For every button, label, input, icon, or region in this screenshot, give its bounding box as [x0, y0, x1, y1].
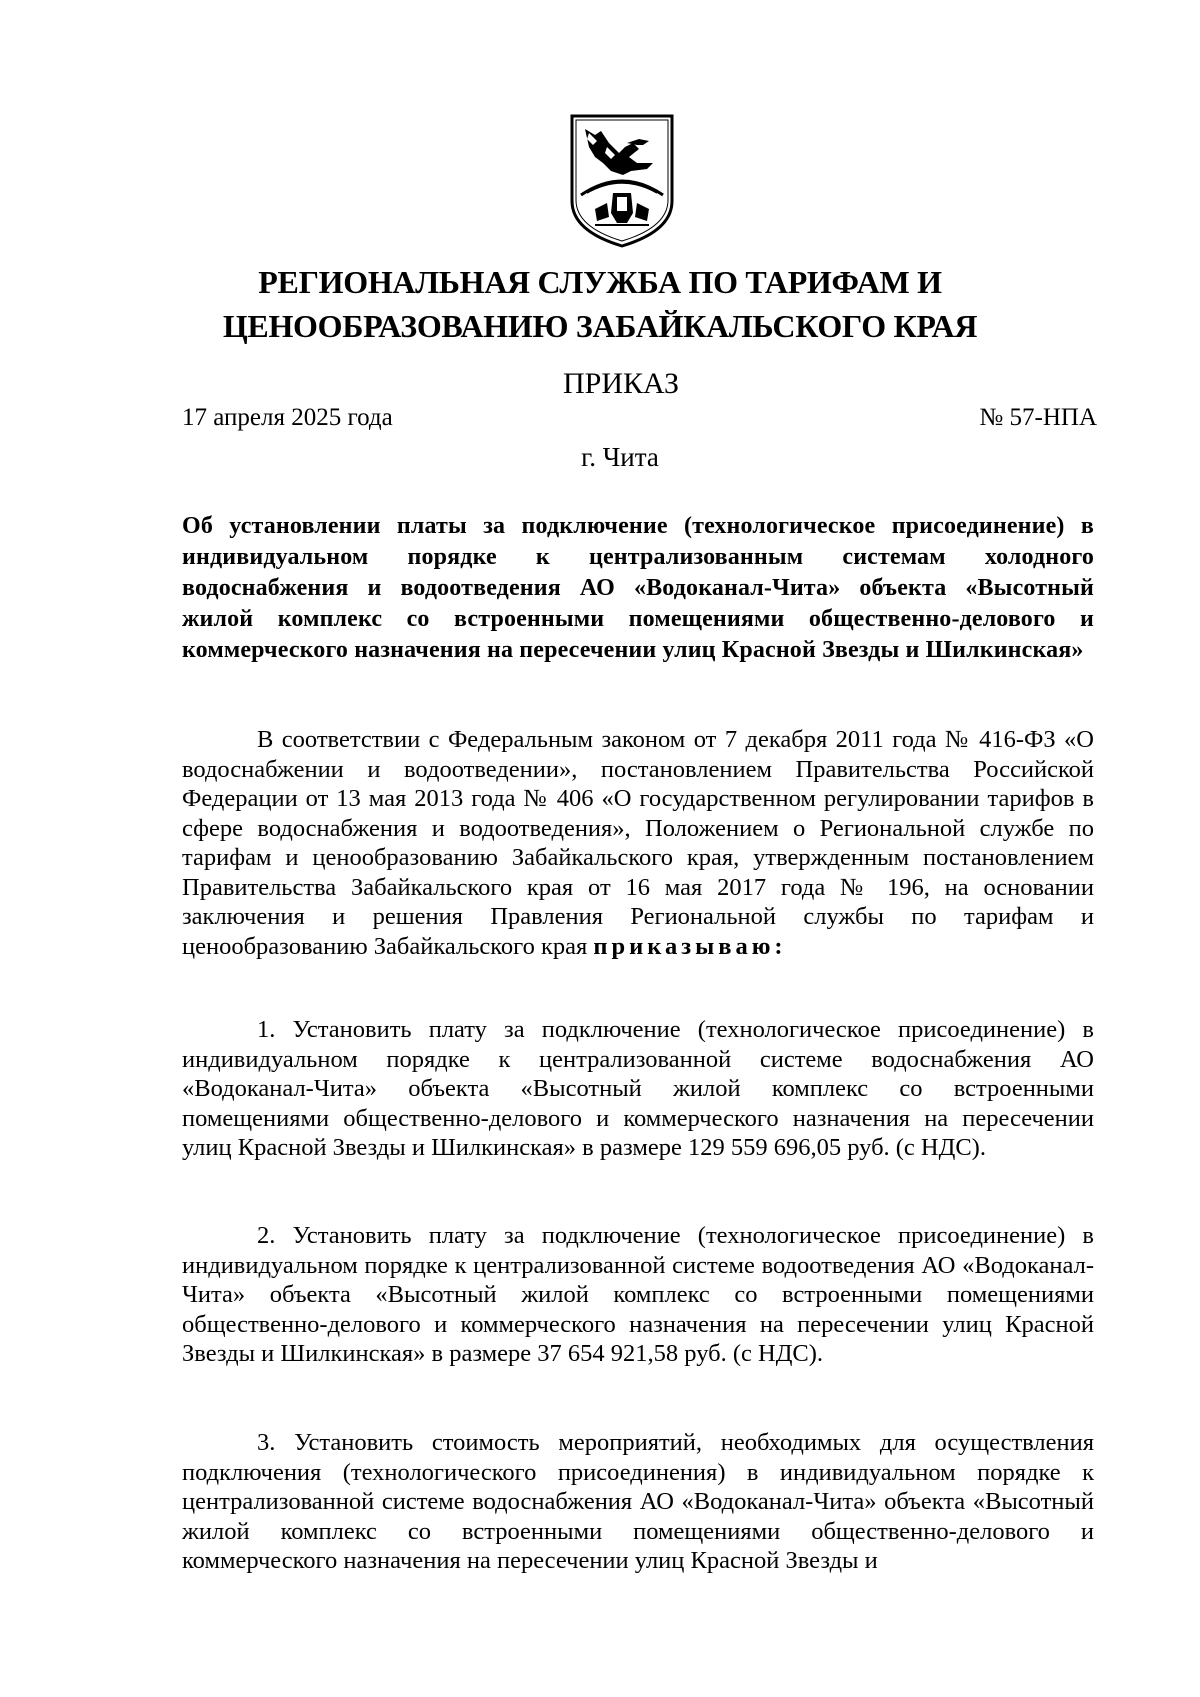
order-item-3: 3. Установить стоимость мероприятий, необходимых для осуществления подключения (технологического присоединения) в индивидуальном порядке к централизованной системе водоснабжения АО «Водоканал-Чита» объекта «Высотный жилой комплекс со встроенными помещениями общественно-делового и коммерческого назначения на пересечении улиц Красной Звезды и [182, 1429, 1094, 1574]
document-date: 17 апреля 2025 года [182, 404, 393, 431]
document-type: ПРИКАЗ [563, 367, 679, 400]
preamble-text: В соответствии с Федеральным законом от 7 декабря 2011 года № 416-ФЗ «О водоснабжении и водоотведении», постановлением Правительства Российской Федерации от 13 мая 2013 года № 406 «О государственном регулировании тарифов в сфере водоснабжения и водоотведения», Положением о Региональной службе по тарифам и ценообразованию Забайкальского края, утвержденным постановлением Правительства Забайкальского края от 16 мая 2017 года № 196, на основании заключения и решения Правления Региональной службы по тарифам и ценообразованию Забайкальского края [182, 726, 1094, 960]
preamble-paragraph [182, 725, 1094, 961]
document-city: г. Чита [581, 442, 659, 472]
order-item-1: 1. Установить плату за подключение (технологическое присоединение) в индивидуальном порядке к централизованной системе водоснабжения АО «Водоканал-Чита» объекта «Высотный жилой комплекс со встроенными помещениями общественно-делового и коммерческого назначения на пересечении улиц Красной Звезды и Шилкинская» в размере 129 559 696,05 руб. (с НДС). [182, 1016, 1094, 1161]
coat-of-arms-icon [567, 113, 677, 249]
document-subject: Об установлении платы за подключение (технологическое присоединение) в индивидуальном порядке к централизованным системам холодного водоснабжения и водоотведения АО «Водоканал-Чита» объекта «Высотный жилой комплекс со встроенными помещениями общественно-делового и коммерческого назначения на пересечении улиц Красной Звезды и Шилкинская» [182, 513, 1094, 663]
order-word: приказываю: [593, 932, 787, 960]
order-item-2: 2. Установить плату за подключение (технологическое присоединение) в индивидуальном порядке к централизованной системе водоотведения АО «Водоканал-Чита» объекта «Высотный жилой комплекс со встроенными помещениями общественно-делового и коммерческого назначения на пересечении улиц Красной Звезды и Шилкинская» в размере 37 654 921,58 руб. (с НДС). [182, 1222, 1094, 1367]
organization-title-line-2: ЦЕНООБРАЗОВАНИЮ ЗАБАЙКАЛЬСКОГО КРАЯ [222, 308, 978, 344]
document-number: № 57-НПА [979, 404, 1097, 431]
organization-title [190, 260, 1010, 348]
organization-title-line-1: РЕГИОНАЛЬНАЯ СЛУЖБА ПО ТАРИФАМ И [258, 264, 942, 300]
